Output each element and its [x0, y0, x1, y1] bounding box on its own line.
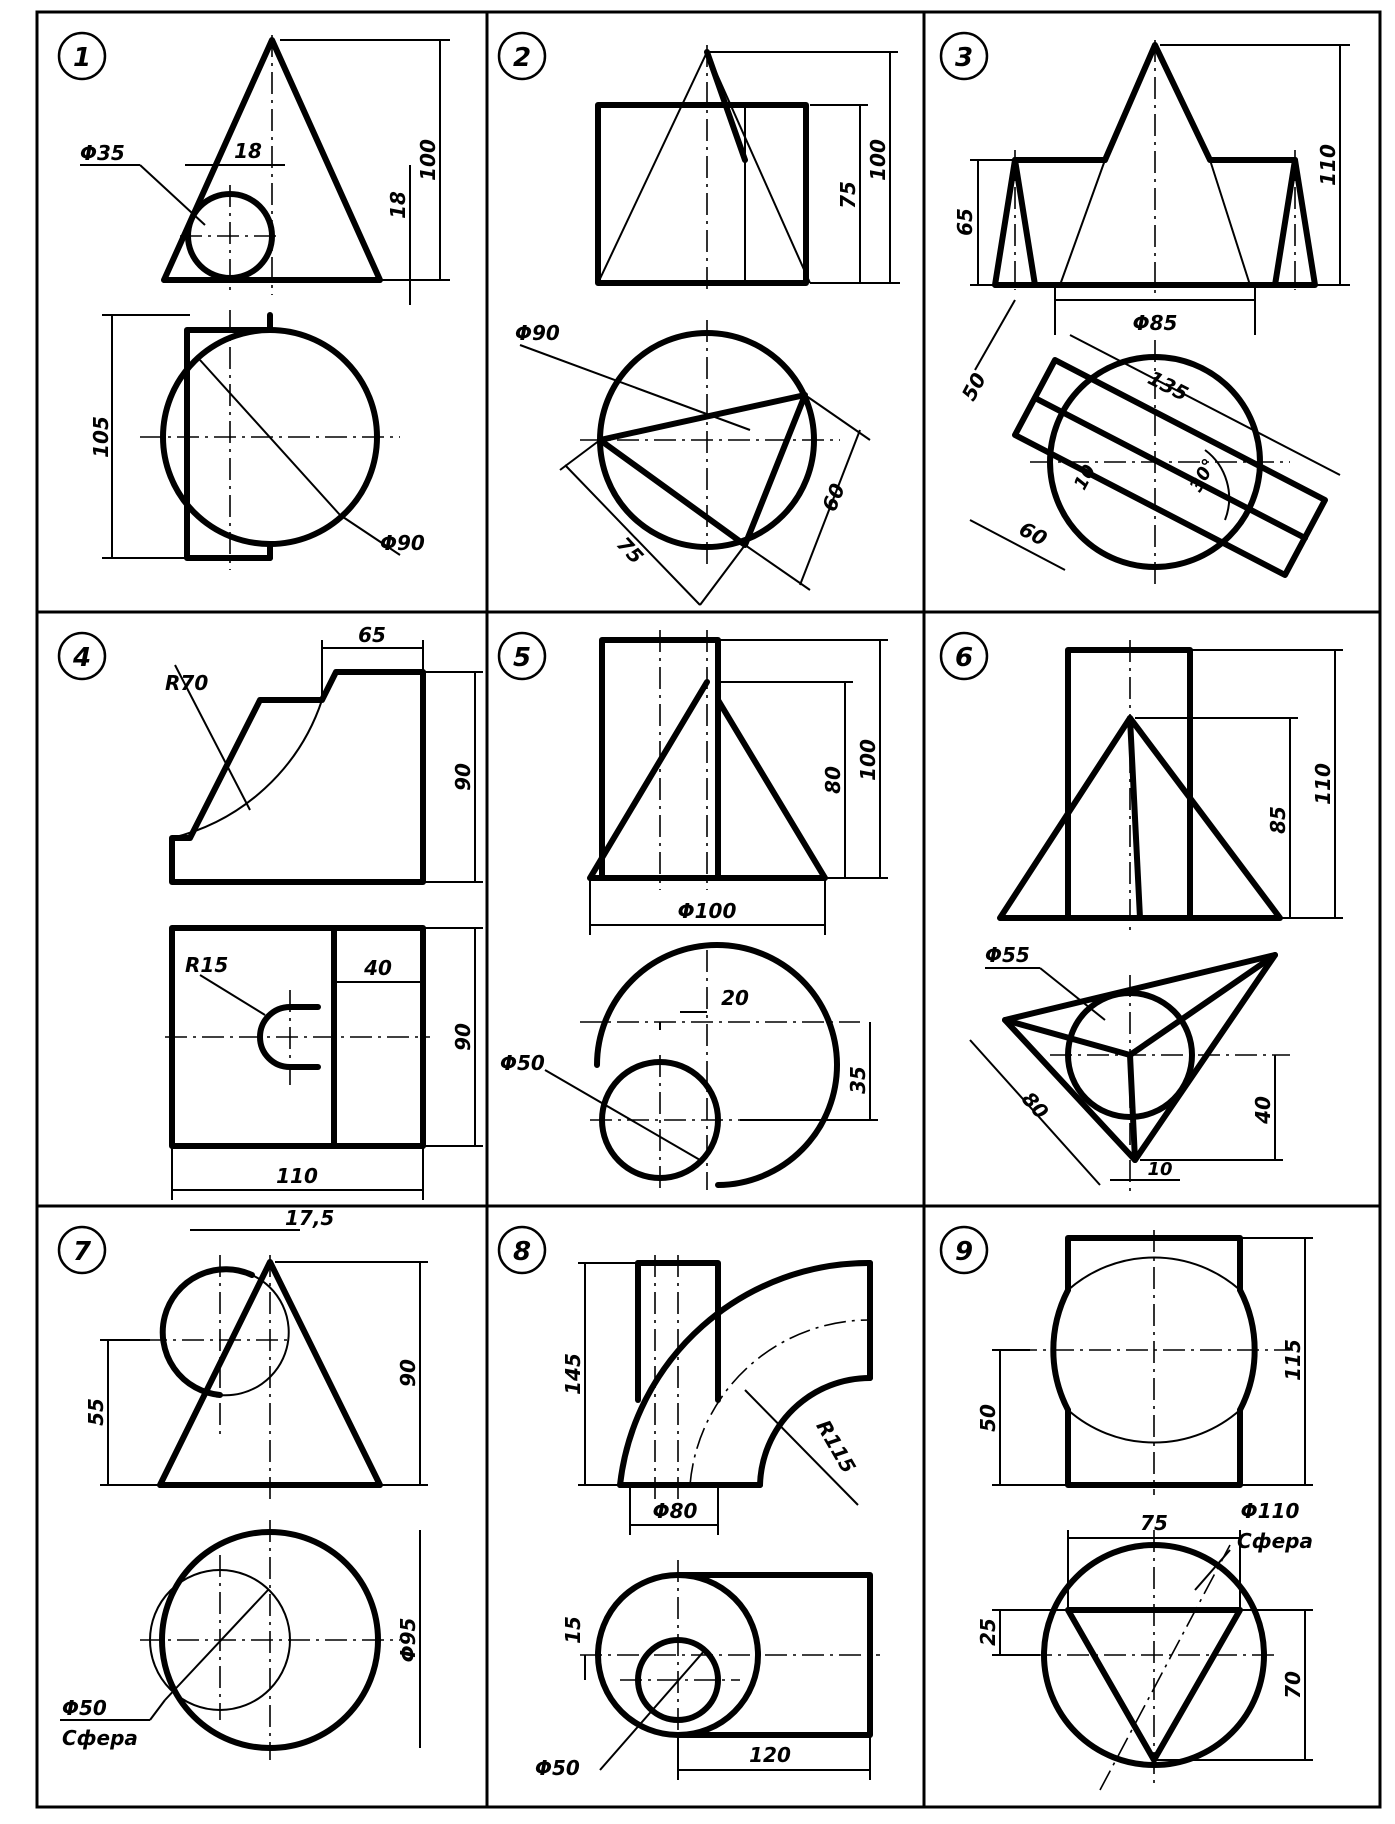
- dim-6-offset: 40: [1251, 1096, 1275, 1124]
- dim-2-cyl-dia: Φ90: [515, 321, 560, 345]
- dim-9-height: 115: [1281, 1339, 1305, 1381]
- dim-3-prism-width: 50: [956, 368, 991, 405]
- dim-8-height: 145: [561, 1353, 585, 1395]
- dim-8-inner-dia: Φ50: [535, 1756, 580, 1780]
- dim-4-depth: 90: [451, 1023, 475, 1051]
- dim-2-side: 60: [817, 479, 850, 515]
- dim-6-cone-height: 85: [1266, 806, 1290, 834]
- panel-number-6: 6: [954, 643, 974, 673]
- dim-5-cyl-dia: Φ50: [500, 1051, 545, 1075]
- dim-5-vert-offset: 35: [846, 1066, 870, 1094]
- dim-1-length: 105: [89, 416, 113, 458]
- dim-1-offset-h: 18: [234, 139, 262, 163]
- panel-number-4: 4: [72, 643, 92, 673]
- dim-2-height: 100: [866, 139, 890, 181]
- dim-7-height: 90: [396, 1359, 420, 1387]
- dim-2-cyl-height: 75: [836, 181, 860, 209]
- panel-number-1: 1: [72, 43, 92, 73]
- dim-3-height: 110: [1316, 144, 1340, 186]
- dim-3-base-dia: Φ85: [1132, 311, 1178, 335]
- dim-1-circle-dia: Φ35: [80, 141, 125, 165]
- dim-8-length: 120: [749, 1743, 791, 1767]
- panel-3: [941, 33, 1350, 590]
- dim-6-small: 10: [1147, 1159, 1173, 1180]
- dim-8-pipe-dia: Φ80: [652, 1499, 698, 1523]
- dim-3-angle: 30°: [1185, 455, 1221, 496]
- dim-7-sphere-height: 55: [84, 1398, 108, 1426]
- panel-9: [941, 1227, 1313, 1790]
- dim-8-offset: 15: [561, 1616, 585, 1644]
- dim-3-offset: 60: [1015, 516, 1052, 551]
- dim-7-sphere-label: Сфера: [62, 1726, 138, 1750]
- dim-7-cone-dia: Φ95: [396, 1617, 420, 1663]
- dim-9-sphere-dia: Φ110: [1240, 1499, 1300, 1523]
- dim-9-sphere-offset: 50: [976, 1404, 1000, 1432]
- dim-9-sphere-label: Сфера: [1237, 1529, 1313, 1553]
- dim-6-height: 110: [1311, 763, 1335, 805]
- dim-4-slot-radius: R15: [185, 953, 229, 977]
- panel-number-9: 9: [954, 1237, 974, 1267]
- dim-5-offset: 20: [721, 986, 749, 1010]
- dim-3-small: 10: [1069, 461, 1101, 494]
- dim-4-step-width: 40: [364, 956, 392, 980]
- dim-1-height: 100: [416, 139, 440, 181]
- dim-4-top-width: 65: [358, 623, 386, 647]
- panel-1: [59, 33, 450, 570]
- dim-4-height: 90: [451, 763, 475, 791]
- dim-3-prism-length: 135: [1144, 365, 1193, 406]
- panel-8: [499, 1227, 880, 1780]
- dim-5-base-dia: Φ100: [677, 899, 737, 923]
- dim-6-cyl-dia: Φ55: [985, 943, 1030, 967]
- dim-2-base: 75: [611, 531, 649, 569]
- dim-1-offset-v: 18: [386, 191, 410, 219]
- dim-3-prism-height: 65: [953, 208, 977, 236]
- panel-2: [499, 33, 900, 605]
- dim-9-triangle-side: 75: [1140, 1511, 1168, 1535]
- panel-7: [59, 1206, 428, 1760]
- dim-9-offset: 25: [976, 1618, 1000, 1646]
- dim-7-sphere-dia: Φ50: [62, 1696, 107, 1720]
- dim-8-bend-radius: R115: [811, 1415, 861, 1478]
- dim-6-side: 80: [1016, 1086, 1054, 1124]
- dim-1-cylinder-dia: Φ90: [380, 531, 425, 555]
- dim-4-length: 110: [276, 1164, 318, 1188]
- dim-5-height: 100: [856, 739, 880, 781]
- panel-4: [59, 623, 483, 1200]
- panel-5: [499, 630, 888, 1190]
- dim-9-triangle-height: 70: [1281, 1671, 1305, 1699]
- dim-5-cone-height: 80: [821, 766, 845, 794]
- dim-7-offset: 17,5: [285, 1206, 335, 1230]
- panel-number-8: 8: [512, 1237, 532, 1267]
- dim-4-arc-radius: R70: [165, 671, 209, 695]
- panel-number-2: 2: [512, 43, 532, 73]
- panel-number-7: 7: [72, 1237, 92, 1267]
- panel-6: [941, 633, 1343, 1195]
- panel-number-3: 3: [954, 43, 974, 73]
- panel-number-5: 5: [512, 643, 532, 673]
